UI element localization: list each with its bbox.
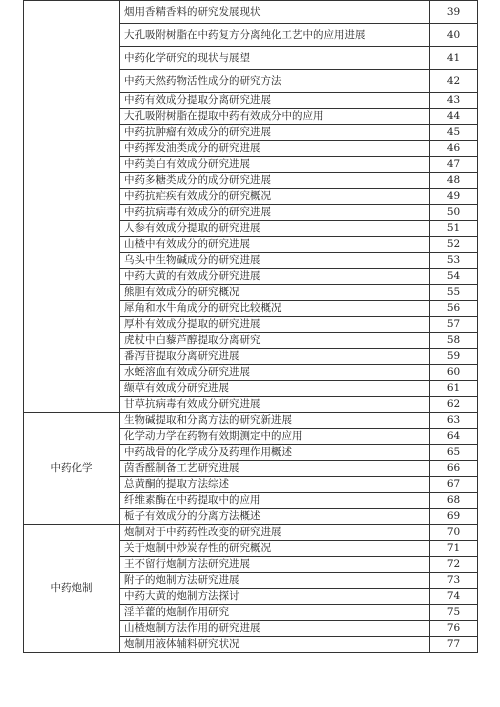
page-number: 66: [430, 461, 478, 477]
page-number: 54: [430, 269, 478, 285]
page-number: 49: [430, 189, 478, 205]
page-number: 69: [430, 509, 478, 525]
article-title: 人参有效成分提取的研究进展: [120, 221, 430, 237]
article-title: 中药大黄的炮制方法探讨: [120, 589, 430, 605]
article-title: 炮制对于中药药性改变的研究进展: [120, 525, 430, 541]
article-title: 茵香醛制备工艺研究进展: [120, 461, 430, 477]
article-title: 中药抗病毒有效成分的研究进展: [120, 205, 430, 221]
article-title: 熊胆有效成分的研究概况: [120, 285, 430, 301]
article-title: 缬草有效成分研究进展: [120, 381, 430, 397]
article-title: 大孔吸附树脂在中药复方分离纯化工艺中的应用进展: [120, 24, 430, 47]
article-title: 中药大黄的有效成分研究进展: [120, 269, 430, 285]
page-number: 44: [430, 109, 478, 125]
article-title: 乌头中生物碱成分的研究进展: [120, 253, 430, 269]
category-cell: 中药炮制: [24, 525, 120, 653]
page-number: 70: [430, 525, 478, 541]
article-title: 甘草抗病毒有效成分研究进展: [120, 397, 430, 413]
page-number: 65: [430, 445, 478, 461]
page-number: 60: [430, 365, 478, 381]
article-title: 虎杖中白藜芦醇提取分离研究: [120, 333, 430, 349]
article-title: 中药抗肿瘤有效成分的研究进展: [120, 125, 430, 141]
page-number: 63: [430, 413, 478, 429]
page-number: 68: [430, 493, 478, 509]
article-title: 烟用香精香料的研究发展现状: [120, 1, 430, 24]
page-number: 47: [430, 157, 478, 173]
page-number: 45: [430, 125, 478, 141]
page-number: 71: [430, 541, 478, 557]
page-number: 73: [430, 573, 478, 589]
page-number: 48: [430, 173, 478, 189]
page-number: 64: [430, 429, 478, 445]
article-title: 中药天然药物活性成分的研究方法: [120, 70, 430, 93]
page-number: 75: [430, 605, 478, 621]
toc-row: [24, 1, 478, 24]
article-title: 山楂炮制方法作用的研究进展: [120, 621, 430, 637]
page-number: 58: [430, 333, 478, 349]
page-number: 74: [430, 589, 478, 605]
page-number: 56: [430, 301, 478, 317]
toc-body: [24, 1, 478, 653]
page-number: 51: [430, 221, 478, 237]
page-number: 50: [430, 205, 478, 221]
article-title: 附子的炮制方法研究进展: [120, 573, 430, 589]
article-title: 番泻苷提取分离研究进展: [120, 349, 430, 365]
page-number: 55: [430, 285, 478, 301]
page-number: 59: [430, 349, 478, 365]
page-number: 42: [430, 70, 478, 93]
article-title: 犀角和水牛角成分的研究比较概况: [120, 301, 430, 317]
article-title: 栀子有效成分的分离方法概述: [120, 509, 430, 525]
page-number: 77: [430, 637, 478, 653]
page-number: 61: [430, 381, 478, 397]
article-title: 淫羊藿的炮制作用研究: [120, 605, 430, 621]
article-title: 中药抗疟疾有效成分的研究概况: [120, 189, 430, 205]
category-cell: 中药化学: [24, 413, 120, 525]
page-number: 40: [430, 24, 478, 47]
article-title: 水蛭溶血有效成分研究进展: [120, 365, 430, 381]
toc-table: [23, 0, 478, 653]
article-title: 大孔吸附树脂在提取中药有效成分中的应用: [120, 109, 430, 125]
page-number: 41: [430, 47, 478, 70]
page-number: 57: [430, 317, 478, 333]
article-title: 厚朴有效成分提取的研究进展: [120, 317, 430, 333]
toc-row: [24, 413, 478, 429]
article-title: 中药战骨的化学成分及药理作用概述: [120, 445, 430, 461]
toc-row: [24, 525, 478, 541]
article-title: 化学动力学在药物有效期测定中的应用: [120, 429, 430, 445]
page-number: 62: [430, 397, 478, 413]
article-title: 中药有效成分提取分离研究进展: [120, 93, 430, 109]
article-title: 炮制用液体辅料研究状况: [120, 637, 430, 653]
article-title: 中药化学研究的现状与展望: [120, 47, 430, 70]
article-title: 中药美白有效成分研究进展: [120, 157, 430, 173]
category-cell: [24, 1, 120, 413]
page-number: 39: [430, 1, 478, 24]
article-title: 关于炮制中炒炭存性的研究概况: [120, 541, 430, 557]
article-title: 纤维素酶在中药提取中的应用: [120, 493, 430, 509]
page-number: 72: [430, 557, 478, 573]
article-title: 生物碱提取和分离方法的研究新进展: [120, 413, 430, 429]
page-number: 52: [430, 237, 478, 253]
article-title: 山楂中有效成分的研究进展: [120, 237, 430, 253]
page-number: 76: [430, 621, 478, 637]
page-number: 53: [430, 253, 478, 269]
page-number: 67: [430, 477, 478, 493]
article-title: 王不留行炮制方法研究进展: [120, 557, 430, 573]
page-number: 43: [430, 93, 478, 109]
article-title: 总黄酮的提取方法综述: [120, 477, 430, 493]
article-title: 中药多糖类成分的成分研究进展: [120, 173, 430, 189]
article-title: 中药挥发油类成分的研究进展: [120, 141, 430, 157]
page-number: 46: [430, 141, 478, 157]
